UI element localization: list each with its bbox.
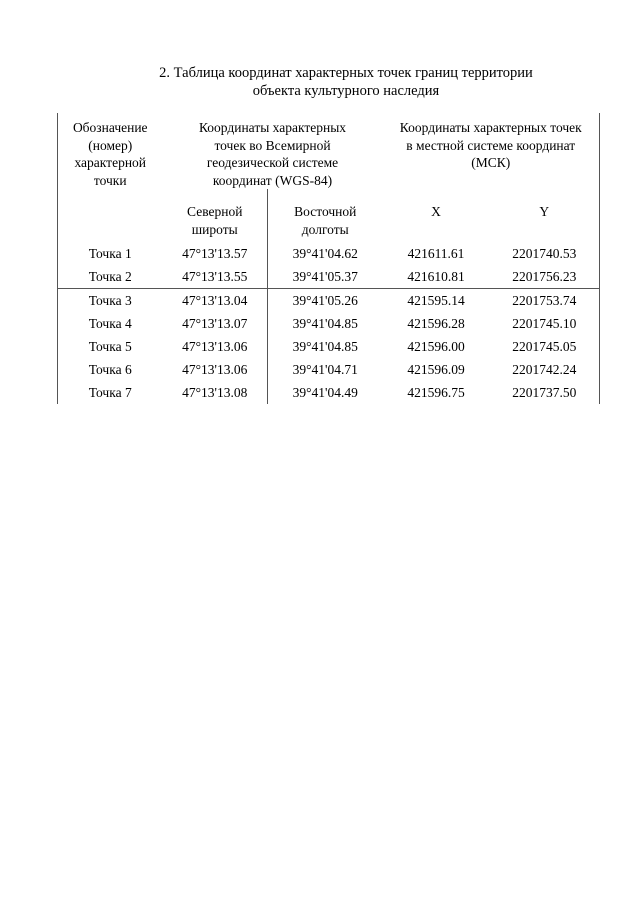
cell-latitude: 47°13'13.07: [182, 316, 248, 331]
cell-point: Точка 4: [58, 312, 163, 335]
cell-point: Точка 6: [58, 358, 163, 381]
cell-longitude: 39°41'05.37: [268, 265, 383, 289]
cell-point: Точка 2: [58, 265, 163, 289]
cell-x: 421596.09: [407, 362, 465, 377]
table-row: [58, 289, 600, 313]
cell-longitude: 39°41'04.49: [268, 381, 383, 404]
table-header-row: [58, 113, 600, 189]
header-designation: Обозначение (номер) характерной точки: [58, 113, 163, 242]
table-row: [58, 242, 600, 265]
title-line-2: объекта культурного наследия: [252, 83, 440, 99]
header-wgs84: Координаты характерных точек во Всемирной геодезической системе координат (WGS-84): [198, 120, 347, 188]
cell-x: 421611.61: [407, 246, 465, 261]
header-msk: Координаты характерных точек в местной системе координат (МСК): [383, 113, 600, 189]
cell-x: 421596.75: [407, 385, 465, 400]
cell-x: 421596.28: [407, 316, 465, 331]
cell-longitude: 39°41'04.85: [268, 312, 383, 335]
cell-y: 2201756.23: [490, 265, 600, 289]
cell-point: Точка 1: [58, 242, 163, 265]
table-row: [58, 335, 600, 358]
cell-latitude: 47°13'13.04: [163, 289, 268, 313]
cell-longitude: 39°41'04.62: [268, 242, 383, 265]
cell-point: Точка 3: [58, 289, 163, 313]
header-x: X: [431, 204, 441, 219]
title-line-1: 2. Таблица координат характерных точек границ территории: [159, 65, 533, 81]
cell-latitude: 47°13'13.06: [182, 339, 248, 354]
cell-y: 2201745.10: [490, 312, 600, 335]
table-row: [58, 381, 600, 404]
table-row: [58, 265, 600, 289]
cell-x: 421596.00: [407, 339, 465, 354]
table-row: [58, 312, 600, 335]
cell-longitude: 39°41'04.85: [268, 335, 383, 358]
cell-y: 2201737.50: [490, 381, 600, 404]
cell-point: Точка 7: [58, 381, 163, 404]
cell-y: 2201745.05: [490, 335, 600, 358]
cell-latitude: 47°13'13.08: [182, 385, 248, 400]
cell-y: 2201740.53: [490, 242, 600, 265]
header-latitude: Северной широты: [187, 204, 243, 237]
cell-x: 421595.14: [383, 289, 490, 313]
cell-longitude: 39°41'04.71: [268, 358, 383, 381]
cell-longitude: 39°41'05.26: [268, 289, 383, 313]
cell-latitude: 47°13'13.06: [182, 362, 248, 377]
cell-y: 2201753.74: [490, 289, 600, 313]
cell-latitude: 47°13'13.55: [182, 269, 248, 284]
header-longitude: Восточной долготы: [268, 189, 383, 242]
cell-x: 421610.81: [407, 269, 465, 284]
cell-y: 2201742.24: [490, 358, 600, 381]
cell-latitude: 47°13'13.57: [182, 246, 248, 261]
table-row: [58, 358, 600, 381]
coordinates-table: [57, 113, 600, 404]
document-title: [0, 64, 640, 100]
header-y: Y: [490, 189, 600, 242]
cell-point: Точка 5: [58, 335, 163, 358]
